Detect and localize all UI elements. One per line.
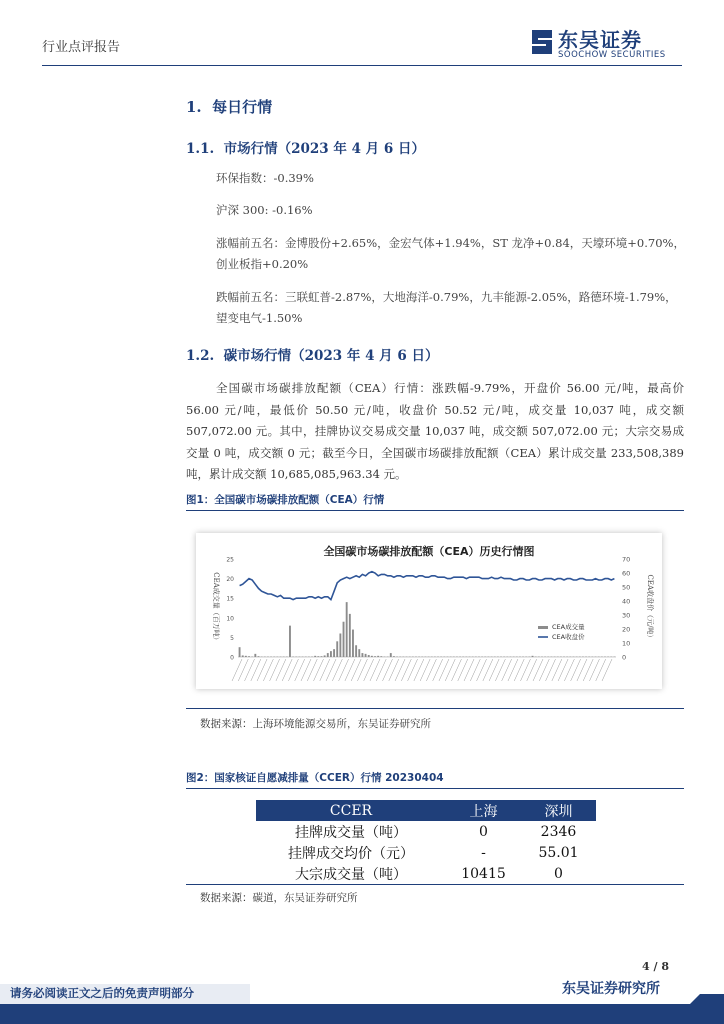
caption-rule — [186, 884, 684, 885]
header-rule — [42, 65, 682, 66]
x-tick-date-label — [433, 659, 443, 681]
caption-rule — [186, 788, 684, 789]
volume-bar — [333, 649, 335, 657]
y-left-axis-label: CEA成交量（百万吨） — [212, 572, 220, 644]
cea-chart-panel — [196, 533, 662, 689]
x-tick-date-label — [282, 659, 292, 681]
x-tick-date-label — [571, 659, 581, 681]
env-index-line: 环保指数：-0.39% — [216, 171, 314, 185]
x-tick-date-label — [583, 659, 593, 681]
volume-bar — [361, 653, 363, 657]
volume-bar — [349, 614, 351, 657]
x-tick-date-label — [558, 659, 568, 681]
y-left-tick-label: 0 — [230, 654, 234, 662]
x-tick-date-label — [263, 659, 273, 681]
table-header-row — [256, 800, 596, 821]
table-cell: 挂牌成交量（吨） — [295, 824, 407, 841]
y-left-tick-label: 20 — [226, 576, 234, 584]
x-tick-date-label — [238, 659, 248, 681]
x-tick-date-label — [295, 659, 305, 681]
table-cell: 10415 — [461, 865, 506, 882]
x-tick-date-label — [389, 659, 399, 681]
table-row — [256, 842, 596, 863]
volume-bar — [371, 656, 373, 657]
figure-2-caption: 图2：国家核证自愿减排量（CCER）行情 20230404 — [186, 772, 444, 784]
volume-bar — [327, 653, 329, 657]
x-tick-date-label — [370, 659, 380, 681]
section-1-1-heading — [186, 137, 425, 157]
x-tick-date-label — [383, 659, 393, 681]
x-tick-date-label — [464, 659, 474, 681]
soochow-logo-icon — [528, 26, 556, 58]
figure-1-caption: 图1：全国碳市场碳排放配额（CEA）行情 — [186, 494, 385, 506]
y-right-tick-label: 10 — [622, 639, 631, 648]
disclaimer-text: 请务必阅读正文之后的免责声明部分 — [10, 986, 194, 1000]
page-number: 4 / 8 — [642, 960, 669, 973]
volume-bar — [239, 647, 241, 657]
logo-name: 东吴证券 — [558, 28, 642, 52]
table-header-cell: CCER — [256, 800, 446, 821]
x-tick-date-label — [458, 659, 468, 681]
top-losers-line: 跌幅前五名：三联虹普-2.87%，大地海洋-0.79%，九丰能源-2.05%，路德环境-1.79%， — [216, 290, 677, 304]
volume-bar — [352, 630, 354, 657]
y-left-tick-label: 5 — [230, 634, 234, 642]
x-tick-date-label — [451, 659, 461, 681]
y-right-tick-label: 50 — [622, 583, 631, 592]
x-tick-date-label — [546, 659, 556, 681]
logo-subtitle: SOOCHOW SECURITIES — [558, 50, 666, 60]
figure-1-source: 数据来源：上海环境能源交易所，东吴证券研究所 — [200, 718, 431, 730]
section-number: 1.1. — [186, 141, 215, 157]
y-left-tick-label: 10 — [226, 615, 234, 623]
y-right-tick-label: 20 — [622, 625, 631, 634]
volume-bar — [254, 654, 256, 657]
volume-bar — [358, 649, 360, 657]
x-tick-date-label — [251, 659, 261, 681]
y-left-tick-label: 15 — [226, 595, 234, 603]
footer-bar — [0, 994, 724, 1024]
top-gainers-line: 涨幅前五名：金博股份+2.65%，金宏气体+1.94%，ST 龙净+0.84，天壕环境+0.70%， — [216, 236, 685, 250]
volume-bar — [242, 655, 244, 657]
x-tick-date-label — [307, 659, 317, 681]
volume-bar — [380, 656, 382, 657]
table-header-cell: 深圳 — [521, 800, 596, 821]
volume-bar — [532, 656, 534, 657]
x-tick-date-label — [276, 659, 286, 681]
volume-bar — [330, 651, 332, 657]
x-tick-date-label — [495, 659, 505, 681]
x-tick-date-label — [408, 659, 418, 681]
chart-title: 全国碳市场碳排放配额（CEA）历史行情图 — [323, 545, 535, 558]
x-tick-date-label — [602, 659, 612, 681]
legend-volume-label: CEA成交量 — [552, 623, 585, 631]
section-number: 1.2. — [186, 348, 215, 364]
x-tick-date-label — [339, 659, 349, 681]
y-right-axis-label: CEA收盘价（元/吨） — [646, 574, 654, 642]
x-tick-date-label — [426, 659, 436, 681]
x-tick-date-label — [420, 659, 430, 681]
table-header-cell: 上海 — [446, 800, 521, 821]
x-tick-date-label — [533, 659, 543, 681]
report-category: 行业点评报告 — [42, 40, 121, 55]
y-right-tick-label: 40 — [622, 597, 631, 606]
volume-bar — [314, 656, 316, 657]
volume-bar — [289, 626, 291, 657]
footer-org: 东吴证券研究所 — [562, 981, 660, 997]
volume-bar — [324, 655, 326, 657]
figure-2-source: 数据来源：碳道，东吴证券研究所 — [200, 892, 358, 904]
volume-bar — [393, 656, 395, 657]
legend-price-label: CEA收盘价 — [552, 633, 585, 641]
table-cell: 挂牌成交均价（元） — [288, 845, 414, 862]
x-tick-date-label — [502, 659, 512, 681]
table-cell: - — [481, 844, 486, 861]
table-cell: 55.01 — [538, 844, 579, 861]
x-tick-date-label — [470, 659, 480, 681]
table-row — [256, 821, 596, 842]
x-tick-date-label — [489, 659, 499, 681]
volume-bar — [343, 622, 345, 657]
x-tick-date-label — [314, 659, 324, 681]
volume-bar — [248, 656, 250, 657]
section-title: 碳市场行情（2023 年 4 月 6 日） — [223, 348, 439, 364]
y-right-tick-label: 0 — [622, 653, 627, 662]
x-tick-date-label — [483, 659, 493, 681]
volume-bar — [258, 656, 260, 657]
volume-bar — [317, 656, 319, 657]
section-number: 1. — [186, 98, 202, 116]
x-tick-date-label — [326, 659, 336, 681]
close-price-line — [240, 572, 615, 600]
table-row — [256, 863, 596, 884]
y-right-tick-label: 30 — [622, 611, 631, 620]
volume-bar — [390, 653, 392, 657]
x-tick-date-label — [395, 659, 405, 681]
x-tick-date-label — [439, 659, 449, 681]
section-1-heading — [186, 96, 272, 117]
x-tick-date-label — [376, 659, 386, 681]
legend-volume-swatch — [538, 626, 548, 629]
x-tick-date-label — [401, 659, 411, 681]
x-tick-date-label — [477, 659, 487, 681]
x-tick-date-label — [364, 659, 374, 681]
caption-rule — [186, 708, 684, 709]
volume-bar — [374, 656, 376, 657]
x-tick-date-label — [445, 659, 455, 681]
table-cell: 0 — [554, 865, 563, 882]
x-tick-date-label — [514, 659, 524, 681]
y-left-tick-label: 25 — [226, 556, 234, 564]
x-tick-date-label — [332, 659, 342, 681]
x-tick-date-label — [357, 659, 367, 681]
x-tick-date-label — [508, 659, 518, 681]
volume-bar — [245, 656, 247, 657]
volume-bar — [339, 633, 341, 657]
x-tick-date-label — [564, 659, 574, 681]
carbon-market-paragraph: 全国碳市场碳排放配额（CEA）行情：涨跌幅-9.79%，开盘价 56.00 元/吨，最高价 56.00 元/吨，最低价 50.50 元/吨，收盘价 50.52 元/吨，成交量 10,037 吨，成交额 507,072.00 元。其中，挂牌协议交易成交量 10,037 吨，成交额 507,072.00 元；大宗交易成交量 0 吨，成交额 0 元；截至今日，全国碳市场碳排放配额（CEA）累计成交量 233,508,389 吨，累计成交额 10,685,085,963.34 元。 — [186, 381, 684, 482]
hs300-line: 沪深 300: -0.16% — [216, 203, 313, 217]
caption-rule — [186, 510, 684, 511]
x-tick-date-label — [320, 659, 330, 681]
volume-bar — [365, 654, 367, 657]
y-right-tick-label: 70 — [622, 555, 631, 564]
cea-chart — [196, 533, 662, 689]
ccer-table — [256, 800, 596, 884]
volume-bar — [346, 602, 348, 657]
x-tick-date-label — [232, 659, 242, 681]
x-tick-date-label — [552, 659, 562, 681]
x-tick-date-label — [577, 659, 587, 681]
volume-bar — [377, 656, 379, 657]
section-title: 市场行情（2023 年 4 月 6 日） — [223, 141, 425, 157]
x-tick-date-label — [351, 659, 361, 681]
x-tick-date-label — [414, 659, 424, 681]
table-cell: 大宗成交量（吨） — [295, 866, 407, 883]
x-tick-date-label — [539, 659, 549, 681]
x-tick-date-label — [288, 659, 298, 681]
table-cell: 2346 — [540, 823, 577, 840]
x-tick-date-label — [589, 659, 599, 681]
x-tick-date-label — [345, 659, 355, 681]
section-title: 每日行情 — [212, 98, 273, 116]
x-tick-date-label — [527, 659, 537, 681]
volume-bar — [355, 645, 357, 657]
top-gainers-line-2: 创业板指+0.20% — [216, 257, 309, 271]
volume-bar — [321, 656, 323, 657]
x-tick-date-label — [301, 659, 311, 681]
table-cell: 0 — [479, 823, 488, 840]
section-1-2-heading — [186, 344, 438, 364]
x-tick-date-label — [596, 659, 606, 681]
y-right-tick-label: 60 — [622, 569, 631, 578]
x-tick-date-label — [520, 659, 530, 681]
volume-bar — [336, 641, 338, 657]
volume-bar — [368, 655, 370, 657]
top-losers-line-2: 望变电气-1.50% — [216, 311, 303, 325]
x-tick-date-label — [245, 659, 255, 681]
x-tick-date-label — [257, 659, 267, 681]
x-tick-date-label — [270, 659, 280, 681]
